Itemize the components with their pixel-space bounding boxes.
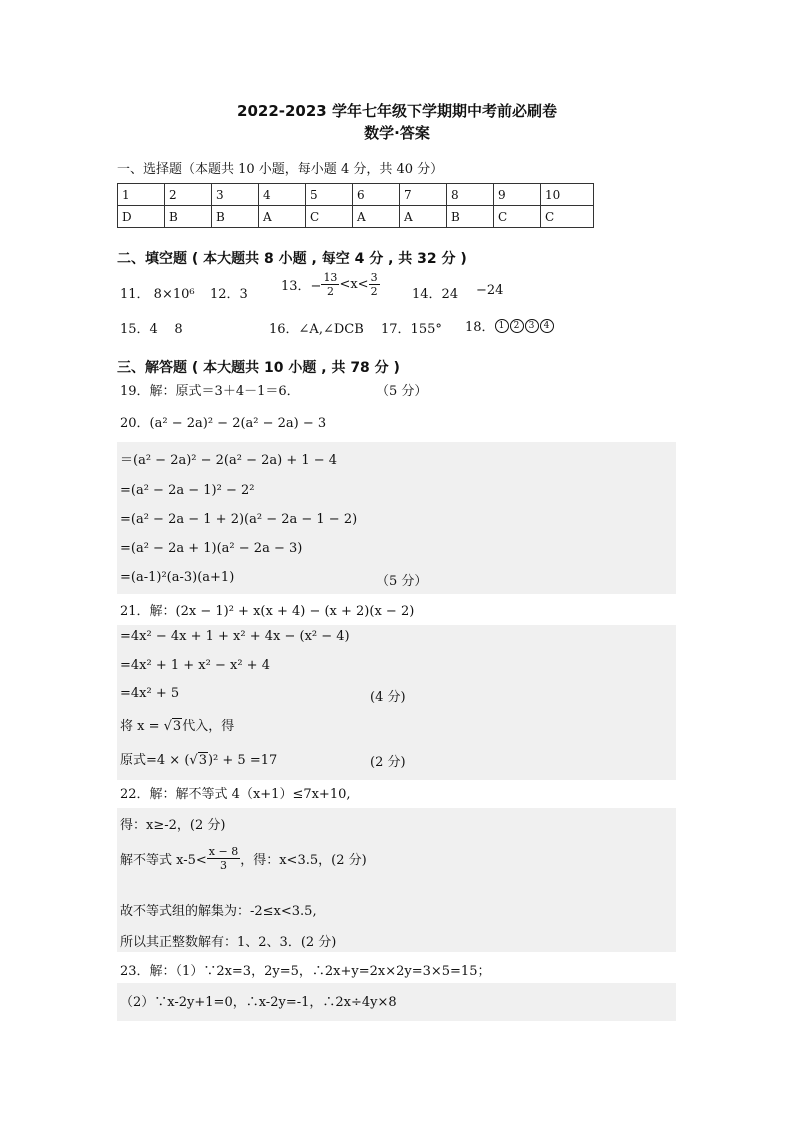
section3-heading: 三、解答题 ( 本大题共 10 小题 , 共 78 分 ) bbox=[117, 360, 400, 376]
q22-fraction bbox=[207, 845, 240, 872]
q20-score: （5 分） bbox=[376, 574, 428, 589]
table-cell: C bbox=[541, 206, 594, 228]
q23-line-2: （2）∵x-2y+1=0，∴x-2y=-1，∴2x÷4y×8 bbox=[120, 995, 397, 1010]
fraction-numerator: x − 8 bbox=[208, 845, 239, 858]
text-span: 解不等式 x-5< bbox=[120, 853, 207, 868]
answer-table-answers bbox=[118, 206, 594, 228]
table-cell: 10 bbox=[541, 184, 594, 206]
answer-q13 bbox=[281, 271, 380, 298]
answer-q15: 15．4 8 bbox=[120, 322, 183, 337]
text-span: )² + 5 =17 bbox=[207, 753, 278, 768]
page-title: 2022-2023 学年七年级下学期期中考前必刷卷 bbox=[237, 102, 557, 120]
q22-line-5: 所以其正整数解有：1、2、3．(2 分) bbox=[120, 935, 337, 950]
answer-q12: 12．3 bbox=[210, 287, 248, 302]
table-cell: C bbox=[306, 206, 353, 228]
circled-number: 2 bbox=[510, 319, 524, 333]
table-cell: B bbox=[212, 206, 259, 228]
q13-middle: <x< bbox=[339, 277, 369, 292]
fraction-numerator: 13 bbox=[323, 271, 338, 284]
text-span: ，得：x<3.5，(2 分) bbox=[240, 853, 367, 868]
q23-line-1: 23．解：（1）∵2x=3，2y=5，∴2x+y=2x×2y=3×5=15； bbox=[120, 964, 491, 979]
fraction-numerator: 3 bbox=[370, 271, 378, 284]
q20-line-6: =(a-1)²(a-3)(a+1) bbox=[120, 570, 235, 585]
fraction-denominator: 3 bbox=[220, 859, 227, 872]
answer-q16: 16．∠A,∠DCB bbox=[269, 322, 364, 337]
q20-line-3: =(a² − 2a − 1)² − 2² bbox=[120, 483, 255, 498]
text-span: 将 x = bbox=[120, 719, 164, 734]
q21-line-6: 原式=4 × (√3)² + 5 =17 bbox=[120, 753, 278, 768]
table-cell: B bbox=[447, 206, 494, 228]
answer-q18 bbox=[465, 316, 555, 335]
text-span: 原式=4 × ( bbox=[120, 753, 190, 768]
q13-fraction-2 bbox=[369, 271, 380, 298]
q22-line-1: 22．解：解不等式 4（x+1）≤7x+10, bbox=[120, 787, 351, 802]
q21-line-5: 将 x = √3代入，得 bbox=[120, 719, 235, 734]
answer-q14-second: −24 bbox=[476, 283, 504, 298]
answer-q19: 19．解：原式＝3＋4－1＝6． bbox=[120, 384, 300, 399]
q22-line-4: 故不等式组的解集为：-2≤x<3.5, bbox=[120, 904, 317, 919]
q22-line-3 bbox=[120, 845, 367, 872]
q21-score-1: (4 分) bbox=[370, 690, 406, 705]
table-cell: 9 bbox=[494, 184, 541, 206]
q21-line-1: 21．解：(2x − 1)² + x(x + 4) − (x + 2)(x − 2) bbox=[120, 604, 415, 619]
table-cell: 6 bbox=[353, 184, 400, 206]
fraction-denominator: 2 bbox=[370, 285, 378, 298]
q20-line-4: =(a² − 2a − 1 + 2)(a² − 2a − 1 − 2) bbox=[120, 512, 358, 527]
section2-heading: 二、填空题 ( 本大题共 8 小题 , 每空 4 分 , 共 32 分 ) bbox=[117, 251, 467, 267]
circled-number: 4 bbox=[540, 319, 554, 333]
q19-score: （5 分） bbox=[376, 384, 428, 399]
table-cell: A bbox=[353, 206, 400, 228]
q20-line-2: ＝(a² − 2a)² − 2(a² − 2a) + 1 − 4 bbox=[120, 453, 338, 468]
table-cell: 2 bbox=[165, 184, 212, 206]
table-cell: C bbox=[494, 206, 541, 228]
answer-q11: 11． 8×10⁶ bbox=[120, 287, 195, 302]
table-cell: A bbox=[400, 206, 447, 228]
q18-prefix: 18． bbox=[465, 320, 495, 335]
q22-line-2: 得：x≥-2，(2 分) bbox=[120, 818, 226, 833]
q21-score-2: (2 分) bbox=[370, 755, 406, 770]
q20-line-5: =(a² − 2a + 1)(a² − 2a − 3) bbox=[120, 541, 303, 556]
text-span: 代入，得 bbox=[182, 719, 235, 734]
q13-prefix: 13．− bbox=[281, 279, 322, 294]
q21-line-2: =4x² − 4x + 1 + x² + 4x − (x² − 4) bbox=[120, 629, 350, 644]
answer-table-numbers bbox=[118, 184, 594, 206]
sqrt-radicand: 3 bbox=[198, 753, 207, 768]
q13-fraction-1 bbox=[321, 271, 339, 298]
page-subtitle: 数学·答案 bbox=[364, 124, 430, 142]
table-cell: 5 bbox=[306, 184, 353, 206]
fraction-denominator: 2 bbox=[326, 285, 334, 298]
table-cell: 7 bbox=[400, 184, 447, 206]
table-cell: 4 bbox=[259, 184, 306, 206]
circled-number: 1 bbox=[495, 319, 509, 333]
table-cell: 8 bbox=[447, 184, 494, 206]
answer-q14: 14．24 bbox=[412, 287, 459, 302]
q21-line-3: =4x² + 1 + x² − x² + 4 bbox=[120, 658, 270, 673]
table-cell: B bbox=[165, 206, 212, 228]
q20-line-1: 20．(a² − 2a)² − 2(a² − 2a) − 3 bbox=[120, 416, 327, 431]
answer-table bbox=[117, 183, 594, 228]
table-cell: 3 bbox=[212, 184, 259, 206]
sqrt-radicand: 3 bbox=[172, 719, 182, 734]
section1-heading: 一、选择题（本题共 10 小题，每小题 4 分，共 40 分） bbox=[117, 162, 444, 177]
circled-number: 3 bbox=[525, 319, 539, 333]
q21-line-4: =4x² + 5 bbox=[120, 686, 180, 701]
table-cell: D bbox=[118, 206, 165, 228]
table-cell: 1 bbox=[118, 184, 165, 206]
table-cell: A bbox=[259, 206, 306, 228]
answer-q17: 17．155° bbox=[381, 322, 442, 337]
